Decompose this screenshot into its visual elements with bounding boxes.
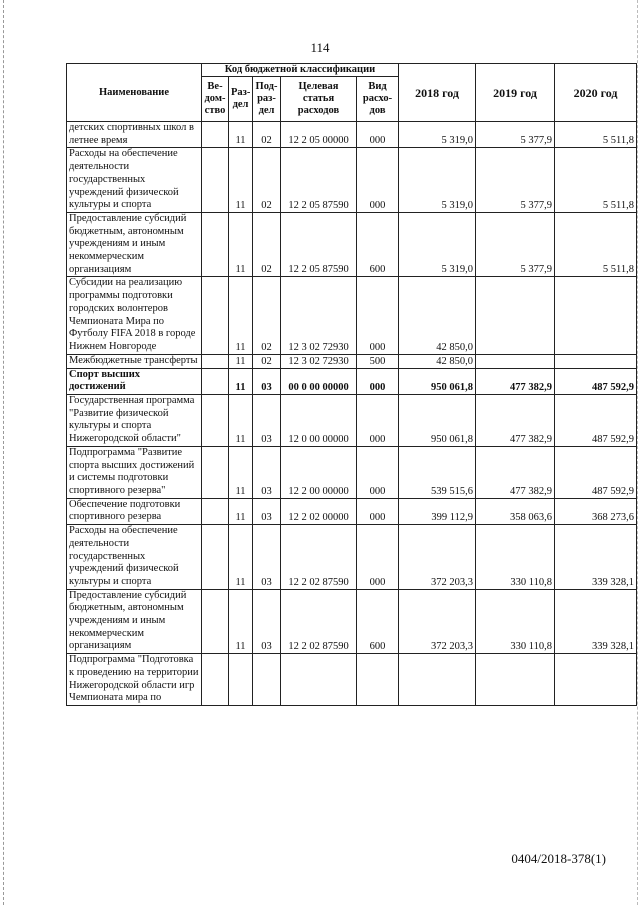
cell-tselevaya: 12 2 02 87590 <box>281 525 357 590</box>
row-name: Предоставление субсидий бюджетным, автономным учреждениям и иным некоммерческим организациям <box>67 589 202 654</box>
cell-razdel: 11 <box>229 122 253 148</box>
cell-razdel: 11 <box>229 368 253 394</box>
cell-podrazdel: 02 <box>253 148 281 213</box>
scan-right-edge <box>637 0 638 905</box>
column-header-vid: Вид расхо-дов <box>357 77 399 122</box>
cell-vedomstvo <box>202 654 229 706</box>
row-name: детских спортивных школ в летнее время <box>67 122 202 148</box>
cell-2020 <box>555 277 637 354</box>
cell-vedomstvo <box>202 122 229 148</box>
cell-2018: 399 112,9 <box>399 498 476 524</box>
cell-tselevaya: 12 2 05 87590 <box>281 148 357 213</box>
cell-razdel: 11 <box>229 212 253 277</box>
row-name: Расходы на обеспечение деятельности государственных учреждений физической культуры и спорта <box>67 148 202 213</box>
column-group-classification: Код бюджетной классификации <box>202 64 399 77</box>
cell-2020: 339 328,1 <box>555 589 637 654</box>
cell-tselevaya: 12 2 00 00000 <box>281 446 357 498</box>
table-row <box>67 589 637 654</box>
cell-razdel: 11 <box>229 589 253 654</box>
table-row <box>67 277 637 354</box>
cell-2018: 5 319,0 <box>399 148 476 213</box>
cell-vedomstvo <box>202 589 229 654</box>
cell-vid: 500 <box>357 354 399 368</box>
cell-razdel <box>229 654 253 706</box>
column-header-name: Наименование <box>67 64 202 122</box>
cell-2019: 477 382,9 <box>476 368 555 394</box>
cell-tselevaya: 00 0 00 00000 <box>281 368 357 394</box>
cell-2019: 330 110,8 <box>476 525 555 590</box>
column-header-vedomstvo: Ве-дом-ство <box>202 77 229 122</box>
cell-vid <box>357 654 399 706</box>
table-row <box>67 212 637 277</box>
cell-tselevaya: 12 3 02 72930 <box>281 354 357 368</box>
cell-podrazdel: 03 <box>253 589 281 654</box>
cell-2018: 5 319,0 <box>399 212 476 277</box>
table-row <box>67 354 637 368</box>
row-name: Подпрограмма "Подготовка к проведению на территории Нижегородской области игр Чемпионата мира по <box>67 654 202 706</box>
cell-vedomstvo <box>202 354 229 368</box>
cell-vid: 000 <box>357 368 399 394</box>
table-row <box>67 525 637 590</box>
cell-tselevaya: 12 3 02 72930 <box>281 277 357 354</box>
cell-vid: 000 <box>357 148 399 213</box>
cell-2019: 477 382,9 <box>476 395 555 447</box>
cell-podrazdel: 02 <box>253 212 281 277</box>
cell-vedomstvo <box>202 395 229 447</box>
row-name: Обеспечение подготовки спортивного резерва <box>67 498 202 524</box>
cell-vedomstvo <box>202 525 229 590</box>
row-name: Государственная программа "Развитие физической культуры и спорта Нижегородской области" <box>67 395 202 447</box>
cell-2020: 339 328,1 <box>555 525 637 590</box>
row-name: Предоставление субсидий бюджетным, автономным учреждениям и иным некоммерческим организациям <box>67 212 202 277</box>
row-name: Спорт высших достижений <box>67 368 202 394</box>
cell-vid: 000 <box>357 277 399 354</box>
cell-2020: 5 511,8 <box>555 212 637 277</box>
cell-2018: 372 203,3 <box>399 525 476 590</box>
cell-razdel: 11 <box>229 498 253 524</box>
row-name: Субсидии на реализацию программы подготовки городских волонтеров Чемпионата Мира по Футболу FIFA 2018 в городе Нижнем Новгороде <box>67 277 202 354</box>
cell-tselevaya: 12 2 02 00000 <box>281 498 357 524</box>
cell-vid: 600 <box>357 589 399 654</box>
cell-vedomstvo <box>202 212 229 277</box>
cell-razdel: 11 <box>229 446 253 498</box>
cell-2018: 42 850,0 <box>399 354 476 368</box>
cell-vid: 000 <box>357 525 399 590</box>
cell-2020 <box>555 354 637 368</box>
column-header-podrazdel: Под-раз-дел <box>253 77 281 122</box>
cell-vid: 000 <box>357 498 399 524</box>
cell-vid: 600 <box>357 212 399 277</box>
cell-vedomstvo <box>202 446 229 498</box>
table-row <box>67 654 637 706</box>
table-row <box>67 395 637 447</box>
cell-2019: 330 110,8 <box>476 589 555 654</box>
cell-podrazdel: 03 <box>253 395 281 447</box>
cell-podrazdel: 03 <box>253 525 281 590</box>
cell-2019: 358 063,6 <box>476 498 555 524</box>
table-row <box>67 498 637 524</box>
cell-2018: 42 850,0 <box>399 277 476 354</box>
cell-2020: 368 273,6 <box>555 498 637 524</box>
column-header-2019: 2019 год <box>476 64 555 122</box>
page-number: 114 <box>310 40 330 55</box>
table-row <box>67 446 637 498</box>
budget-table <box>66 63 637 706</box>
column-header-2020: 2020 год <box>555 64 637 122</box>
cell-podrazdel: 03 <box>253 368 281 394</box>
cell-2018: 539 515,6 <box>399 446 476 498</box>
scan-left-edge <box>3 0 4 905</box>
table-row <box>67 122 637 148</box>
cell-vedomstvo <box>202 498 229 524</box>
cell-2018: 372 203,3 <box>399 589 476 654</box>
cell-vid: 000 <box>357 395 399 447</box>
cell-2019: 5 377,9 <box>476 148 555 213</box>
table-body <box>67 122 637 706</box>
cell-razdel: 11 <box>229 395 253 447</box>
row-name: Межбюджетные трансферты <box>67 354 202 368</box>
cell-2020: 5 511,8 <box>555 122 637 148</box>
cell-2020: 487 592,9 <box>555 446 637 498</box>
cell-razdel: 11 <box>229 525 253 590</box>
row-name: Расходы на обеспечение деятельности государственных учреждений физической культуры и спорта <box>67 525 202 590</box>
cell-tselevaya: 12 2 02 87590 <box>281 589 357 654</box>
cell-vid: 000 <box>357 446 399 498</box>
cell-2020: 487 592,9 <box>555 395 637 447</box>
cell-2018 <box>399 654 476 706</box>
cell-podrazdel: 02 <box>253 277 281 354</box>
column-header-2018: 2018 год <box>399 64 476 122</box>
cell-2020: 5 511,8 <box>555 148 637 213</box>
cell-podrazdel <box>253 654 281 706</box>
cell-2018: 5 319,0 <box>399 122 476 148</box>
cell-vid: 000 <box>357 122 399 148</box>
cell-tselevaya: 12 2 05 87590 <box>281 212 357 277</box>
cell-2018: 950 061,8 <box>399 368 476 394</box>
cell-razdel: 11 <box>229 277 253 354</box>
cell-2019 <box>476 354 555 368</box>
cell-2019: 5 377,9 <box>476 212 555 277</box>
document-code: 0404/2018-378(1) <box>511 851 606 866</box>
cell-2019: 477 382,9 <box>476 446 555 498</box>
cell-podrazdel: 02 <box>253 354 281 368</box>
cell-podrazdel: 03 <box>253 498 281 524</box>
table-row <box>67 148 637 213</box>
cell-2019: 5 377,9 <box>476 122 555 148</box>
cell-2020 <box>555 654 637 706</box>
column-header-razdel: Раз-дел <box>229 77 253 122</box>
cell-podrazdel: 02 <box>253 122 281 148</box>
table-row <box>67 368 637 394</box>
cell-tselevaya <box>281 654 357 706</box>
cell-vedomstvo <box>202 277 229 354</box>
column-header-tselevaya: Целевая статья расходов <box>281 77 357 122</box>
cell-2018: 950 061,8 <box>399 395 476 447</box>
table-header <box>67 64 637 122</box>
cell-2020: 487 592,9 <box>555 368 637 394</box>
cell-vedomstvo <box>202 148 229 213</box>
cell-2019 <box>476 277 555 354</box>
cell-podrazdel: 03 <box>253 446 281 498</box>
cell-razdel: 11 <box>229 148 253 213</box>
cell-tselevaya: 12 0 00 00000 <box>281 395 357 447</box>
row-name: Подпрограмма "Развитие спорта высших достижений и системы подготовки спортивного резерва" <box>67 446 202 498</box>
cell-razdel: 11 <box>229 354 253 368</box>
cell-vedomstvo <box>202 368 229 394</box>
cell-2019 <box>476 654 555 706</box>
cell-tselevaya: 12 2 05 00000 <box>281 122 357 148</box>
